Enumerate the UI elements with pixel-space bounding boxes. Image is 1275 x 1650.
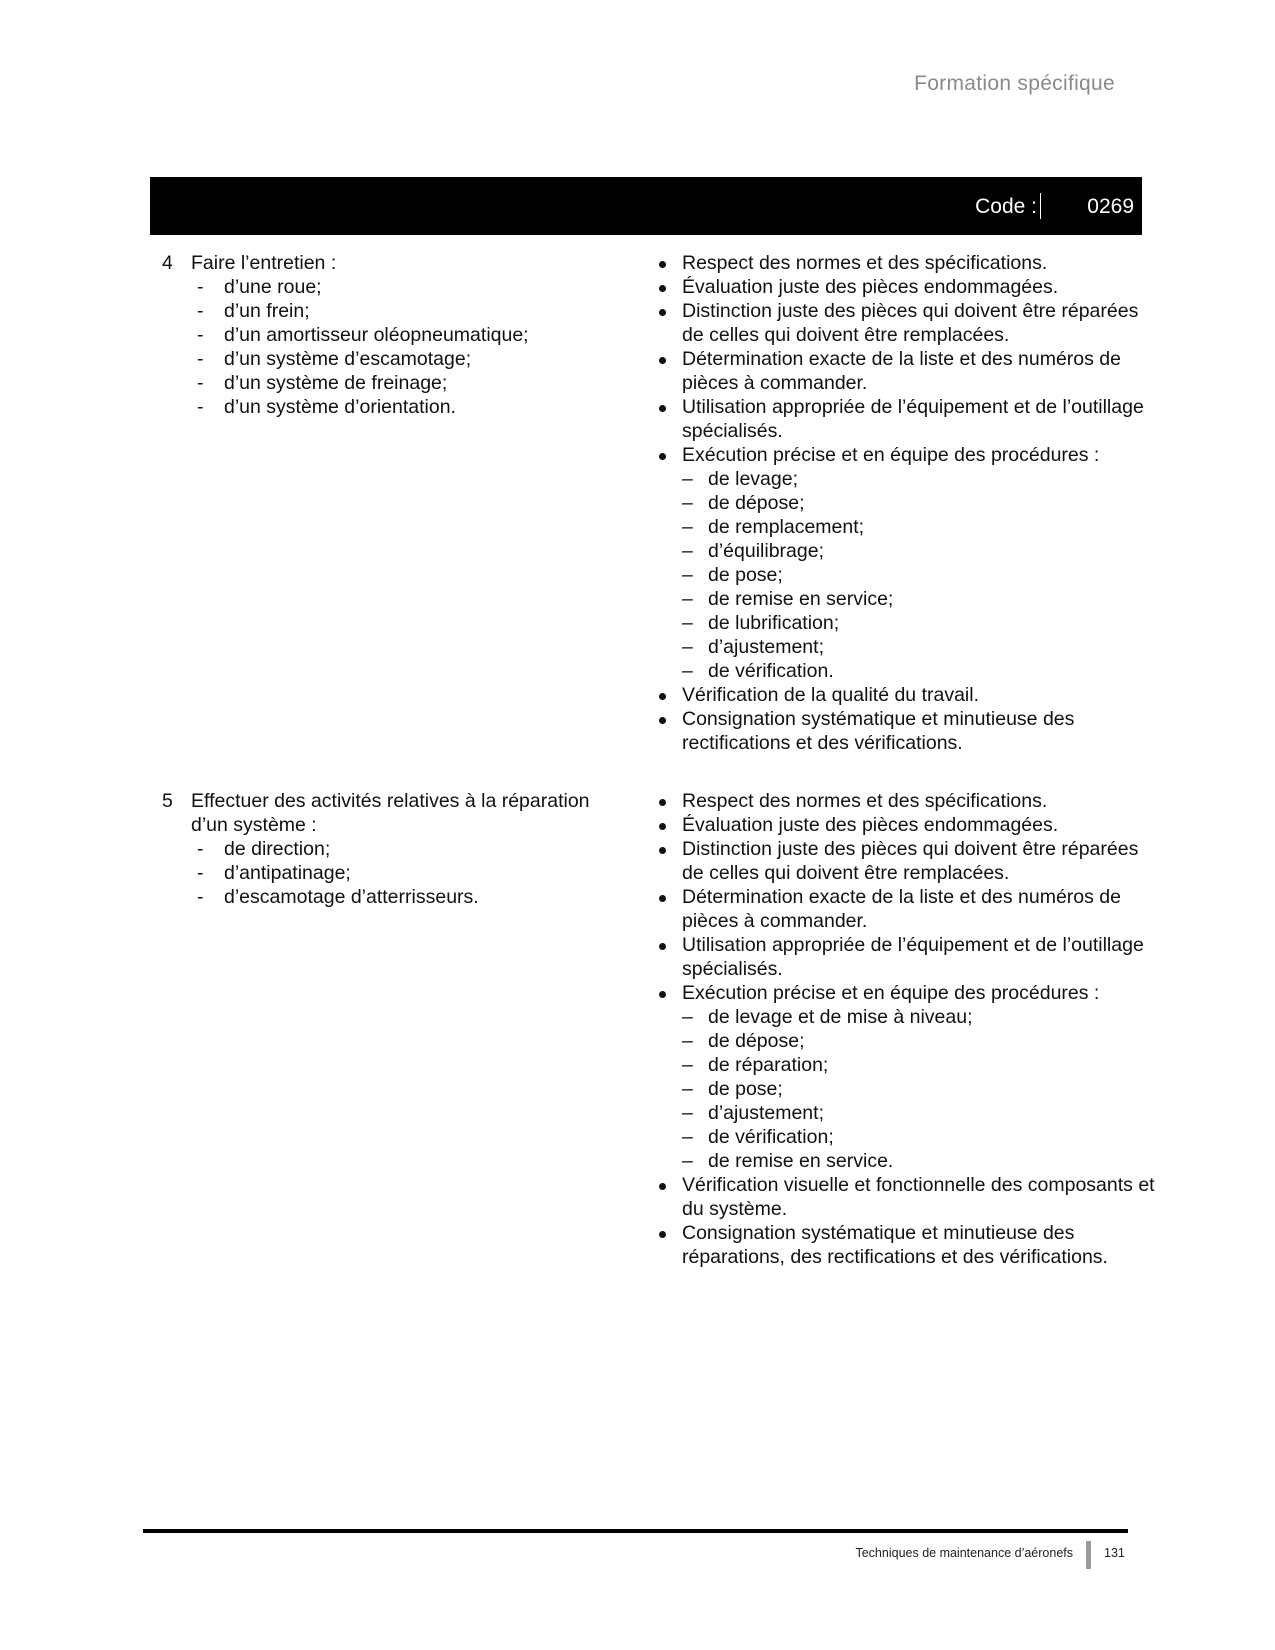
criterion: Détermination exacte de la liste et des numéros de pièces à commander. [655, 885, 1165, 933]
bullet-icon [659, 309, 666, 316]
bullet-icon [659, 453, 666, 460]
bullet-icon [659, 405, 666, 412]
criteria-list [655, 251, 1165, 755]
procedure-item: – d’ajustement; [682, 636, 824, 658]
task [162, 789, 632, 909]
bullet-icon [659, 799, 666, 806]
criterion: Consignation systématique et minutieuse des réparations, des rectifications et des vérifications. [655, 1221, 1165, 1269]
procedure-item: – de remise en service; [682, 588, 894, 610]
task-sub-item: - d’un système d’escamotage; [197, 348, 472, 370]
criterion: Exécution précise et en équipe des procédures : – de levage; – de dépose; – de remplacement; – d’équilibrage; – de pose; – de remise en service; – de lubrification; – d’ajustement; – de vérification. [655, 443, 1165, 683]
task-sub-item: - de direction; [197, 838, 331, 860]
procedure-item: – de vérification. [682, 660, 834, 682]
footer-title: Techniques de maintenance d’aéronefs [855, 1546, 1073, 1560]
bullet-icon [659, 1183, 666, 1190]
bullet-icon [659, 285, 666, 292]
task-sub-list [191, 837, 632, 909]
procedure-item: – de dépose; [682, 492, 805, 514]
criterion: Détermination exacte de la liste et des numéros de pièces à commander. [655, 347, 1165, 395]
criterion: Respect des normes et des spécifications. [655, 251, 1165, 275]
procedure-item: – de pose; [682, 564, 783, 586]
criterion: Évaluation juste des pièces endommagées. [655, 275, 1165, 299]
code-bar [150, 177, 1142, 235]
bullet-icon [659, 261, 666, 268]
footer-rule [143, 1529, 1128, 1533]
task [162, 251, 632, 419]
criterion: Utilisation appropriée de l’équipement et de l’outillage spécialisés. [655, 395, 1165, 443]
task-number: 5 [162, 790, 173, 812]
criterion: Consignation systématique et minutieuse des rectifications et des vérifications. [655, 707, 1165, 755]
bullet-icon [659, 357, 666, 364]
criterion: Vérification de la qualité du travail. [655, 683, 1165, 707]
code-separator [1040, 193, 1041, 219]
task-title: Effectuer des activités relatives à la réparation [191, 790, 590, 812]
procedure-item: – de remise en service. [682, 1150, 894, 1172]
procedure-list [682, 1005, 1165, 1173]
task-sub-item: - d’un système de freinage; [197, 372, 448, 394]
task-sub-item: - d’un système d’orientation. [197, 396, 456, 418]
criterion: Évaluation juste des pièces endommagées. [655, 813, 1165, 837]
page-header-title: Formation spécifique [914, 72, 1115, 95]
criterion: Distinction juste des pièces qui doivent être réparées de celles qui doivent être remplacées. [655, 299, 1165, 347]
procedure-item: – de levage et de mise à niveau; [682, 1006, 973, 1028]
criteria-list [655, 789, 1165, 1269]
code-label: Code : [975, 195, 1037, 218]
bullet-icon [659, 1231, 666, 1238]
task-sub-list [191, 275, 632, 419]
criterion: Distinction juste des pièces qui doivent être réparées de celles qui doivent être remplacées. [655, 837, 1165, 885]
footer-separator [1086, 1541, 1091, 1569]
procedure-item: – de dépose; [682, 1030, 805, 1052]
task-title: Faire l’entretien : [191, 252, 337, 274]
bullet-icon [659, 823, 666, 830]
criterion: Respect des normes et des spécifications. [655, 789, 1165, 813]
criterion: Utilisation appropriée de l’équipement et de l’outillage spécialisés. [655, 933, 1165, 981]
procedure-item: – de lubrification; [682, 612, 840, 634]
code-value: 0269 [1087, 195, 1134, 218]
procedure-item: – d’ajustement; [682, 1102, 824, 1124]
bullet-icon [659, 693, 666, 700]
bullet-icon [659, 895, 666, 902]
bullet-icon [659, 991, 666, 998]
criterion: Vérification visuelle et fonctionnelle des composants et du système. [655, 1173, 1165, 1221]
task-sub-item: - d’une roue; [197, 276, 322, 298]
procedure-item: – de réparation; [682, 1054, 829, 1076]
criteria-column [655, 789, 1165, 1269]
task-sub-item: - d’antipatinage; [197, 862, 351, 884]
bullet-icon [659, 717, 666, 724]
task-column [162, 789, 632, 909]
task-sub-item: - d’un frein; [197, 300, 310, 322]
bullet-icon [659, 847, 666, 854]
task-column [162, 251, 632, 419]
criterion: Exécution précise et en équipe des procédures : – de levage et de mise à niveau; – de dépose; – de réparation; – de pose; – d’ajustement; – de vérification; – de remise en service. [655, 981, 1165, 1173]
procedure-item: – d’équilibrage; [682, 540, 825, 562]
task-number: 4 [162, 252, 173, 274]
task-sub-item: - d’un amortisseur oléopneumatique; [197, 324, 529, 346]
task-sub-item: - d’escamotage d’atterrisseurs. [197, 886, 479, 908]
bullet-icon [659, 943, 666, 950]
criteria-column [655, 251, 1165, 755]
procedure-item: – de pose; [682, 1078, 783, 1100]
procedure-item: – de vérification; [682, 1126, 834, 1148]
page-number: 131 [1104, 1546, 1125, 1560]
task-title-continued: d’un système : [191, 814, 317, 836]
procedure-item: – de remplacement; [682, 516, 865, 538]
procedure-item: – de levage; [682, 468, 798, 490]
procedure-list [682, 467, 1165, 683]
